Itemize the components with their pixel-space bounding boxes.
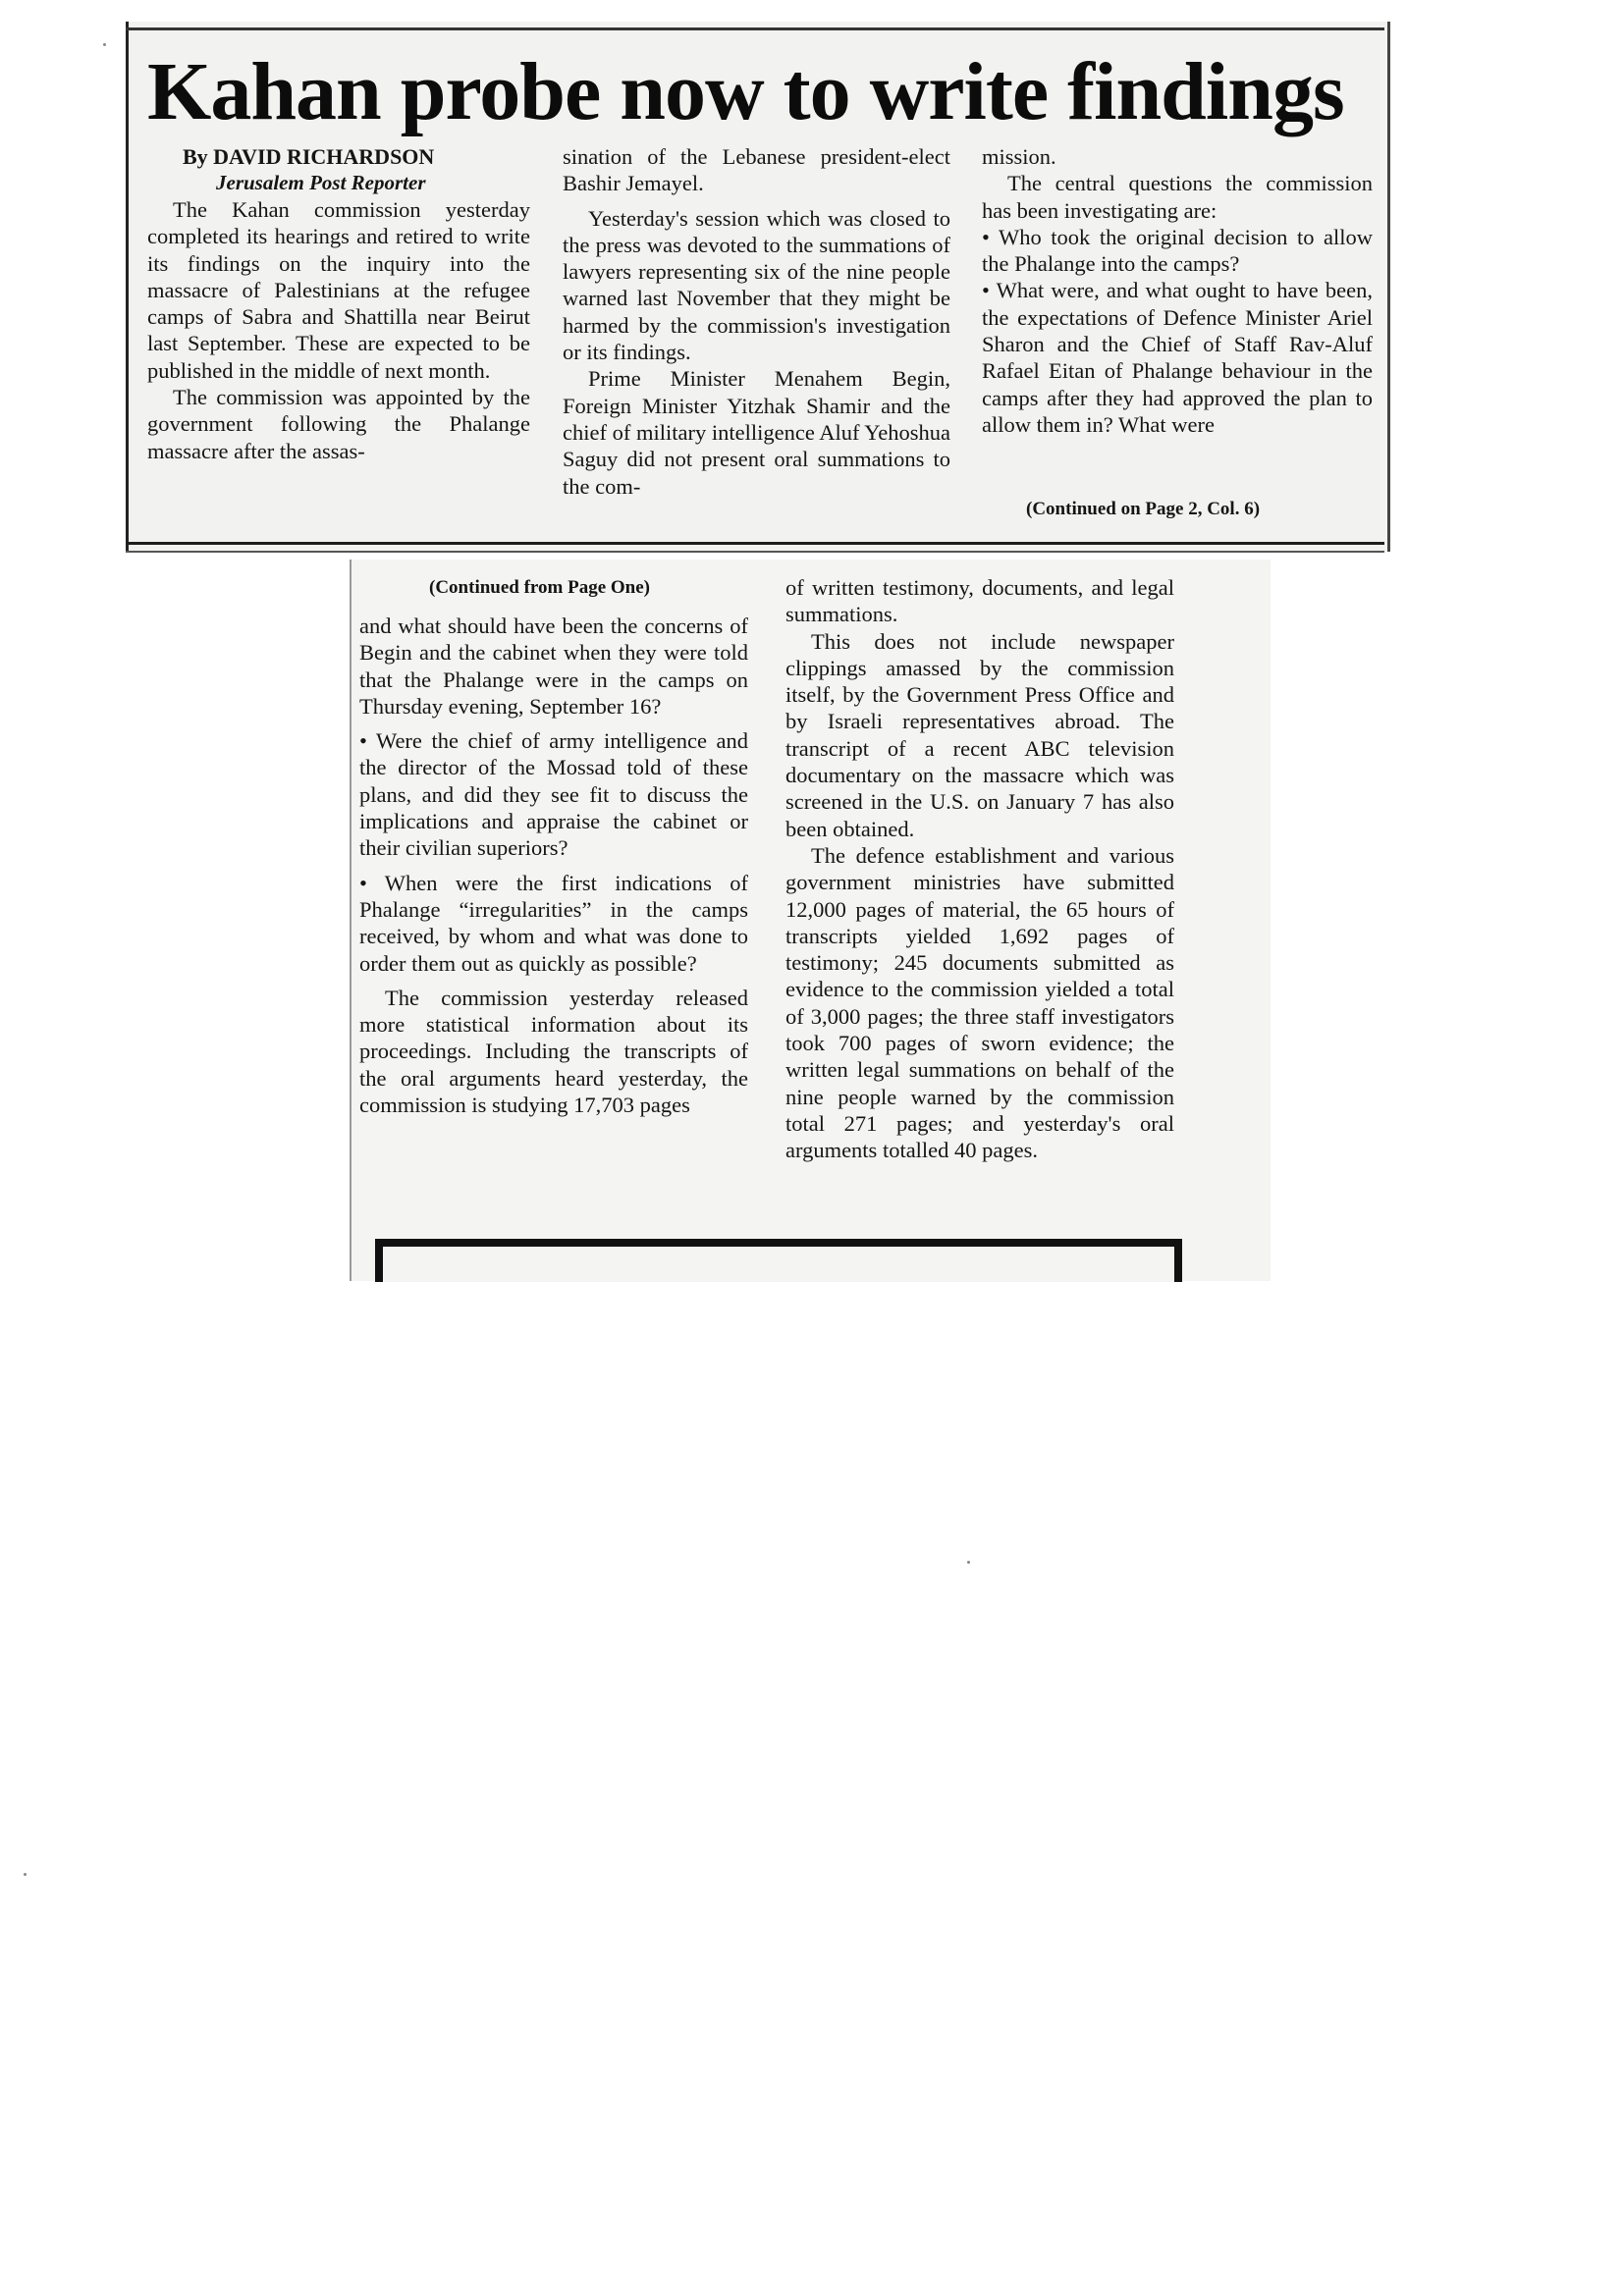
front-paragraph: The Kahan commission yesterday completed its hearings and retired to write its findings on the inquiry into the massacre of Palestinians at the refugee camps of Sabra and Shattilla near Beirut last September. These are expected to be published in the middle of next month. xyxy=(147,197,530,383)
front-column-1 xyxy=(147,143,530,464)
bullet-question: • What were, and what ought to have been, the expectations of Defence Minister Ariel Sharon and the Chief of Staff Rav-Aluf Rafael Eitan of Phalange behaviour in the camps after they had approved the plan to allow them in? What were xyxy=(982,278,1373,437)
scan-speck xyxy=(103,43,106,46)
jump-paragraph: of written testimony, documents, and legal summations. xyxy=(785,575,1174,627)
front-paragraph: sination of the Lebanese president-elect Bashir Jemayel. xyxy=(563,144,950,196)
ad-border-frame xyxy=(375,1239,1182,1282)
byline-role: Jerusalem Post Reporter xyxy=(216,171,426,194)
bullet-question: • Who took the original decision to allow the Phalange into the camps? xyxy=(982,224,1373,277)
section-divider xyxy=(126,551,1384,553)
headline: Kahan probe now to write findings xyxy=(147,46,1344,137)
bullet-question: • When were the first indications of Phalange “irregularities” in the camps received, by whom and what was done to order them out as quickly as possible? xyxy=(359,870,748,976)
masthead-rule xyxy=(126,27,1384,30)
front-paragraph: Prime Minister Menahem Begin, Foreign Minister Yitzhak Shamir and the chief of military intelligence Aluf Yehoshua Saguy did not present oral summations to the com- xyxy=(563,366,950,499)
scan-speck xyxy=(24,1873,27,1876)
continued-from-note: (Continued from Page One) xyxy=(429,577,650,598)
front-paragraph: Yesterday's session which was closed to the press was devoted to the summations of lawyers representing six of the nine people warned last November that they might be harmed by the commission's investigation or its findings. xyxy=(563,205,950,365)
jump-paragraph: The defence establishment and various government ministries have submitted 12,000 pages of material, the 65 hours of transcripts yielded 1,692 pages of testimony; 245 documents submitted as evidence to the commission yielded a total of 3,000 pages; the three staff investigators took 700 pages of sworn evidence; the written legal summations on behalf of the nine people warned by the commission total 271 pages; and yesterday's oral arguments totalled 40 pages. xyxy=(785,842,1174,1163)
front-column-3 xyxy=(982,143,1373,438)
front-paragraph: mission. xyxy=(982,144,1056,169)
jump-column-1 xyxy=(359,613,748,1118)
jump-paragraph: The commission yesterday released more statistical information about its proceedings. Including the transcripts of the oral arguments heard yesterday, the commission is studying 17,703 pages xyxy=(359,985,748,1118)
scan-speck xyxy=(967,1561,970,1564)
front-paragraph: The central questions the commission has been investigating are: xyxy=(982,171,1373,223)
front-paragraph: The commission was appointed by the government following the Phalange massacre after the assas- xyxy=(147,385,530,463)
jump-paragraph: This does not include newspaper clippings amassed by the commission itself, by the Government Press Office and by Israeli representatives abroad. The transcript of a recent ABC television documentary on the massacre which was screened in the U.S. on January 7 has also been obtained. xyxy=(785,628,1174,841)
bullet-question: • Were the chief of army intelligence and the director of the Mossad told of these plans, and did they see fit to discuss the implications and appraise the cabinet or their civilian superiors? xyxy=(359,728,748,861)
section-divider xyxy=(126,542,1384,545)
front-column-2 xyxy=(563,143,950,500)
jump-column-2 xyxy=(785,574,1174,1164)
continued-on-note: (Continued on Page 2, Col. 6) xyxy=(1026,499,1261,519)
byline-author: By DAVID RICHARDSON xyxy=(183,144,435,169)
jump-paragraph: and what should have been the concerns of Begin and the cabinet when they were told that the Phalange were in the camps on Thursday evening, September 16? xyxy=(359,614,748,719)
